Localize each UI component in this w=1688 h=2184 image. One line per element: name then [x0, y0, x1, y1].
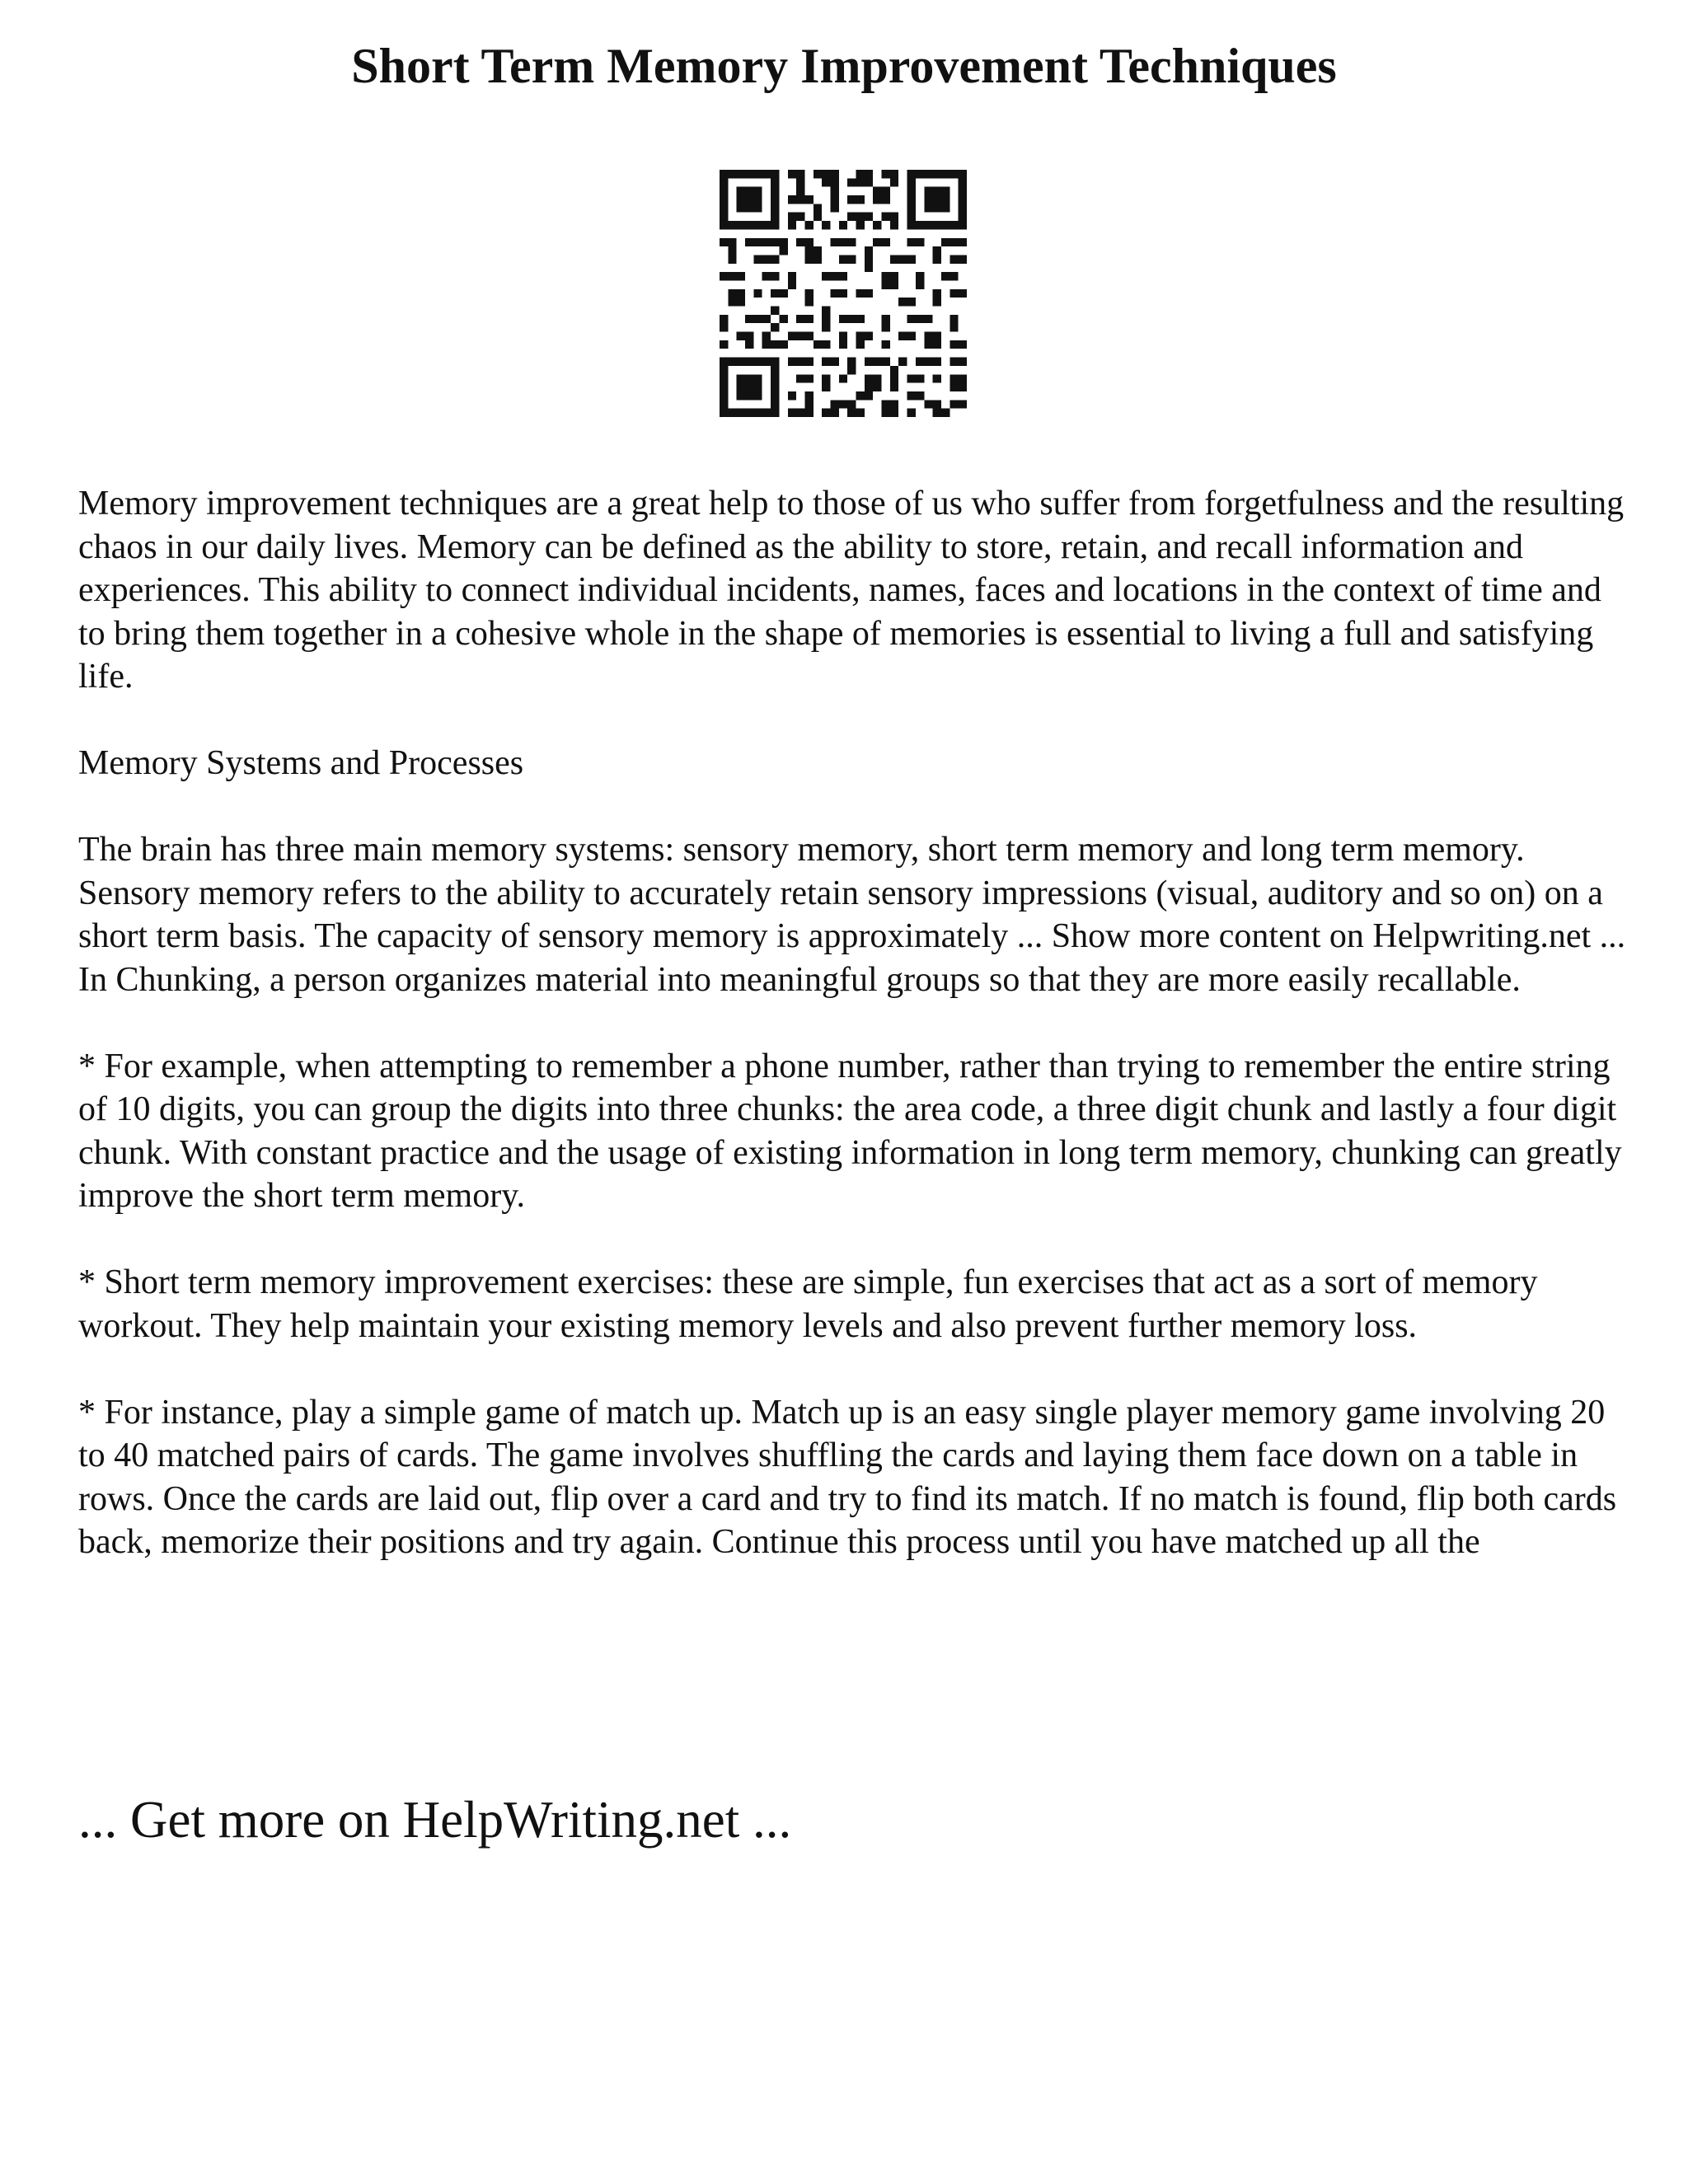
page-title: Short Term Memory Improvement Techniques	[351, 39, 1337, 93]
bullet-exercises: * Short term memory improvement exercises: these are simple, fun exercises that act as a sort of memory workout. They help maintain your existing memory levels and also prevent further memory loss.	[78, 1263, 1538, 1345]
qr-code-icon	[720, 170, 967, 417]
paragraph-chunking: In Chunking, a person organizes material into meaningful groups so that they are more easily recallable.	[78, 960, 1521, 999]
paragraph-intro: Memory improvement techniques are a great help to those of us who suffer from forgetfulness and the resulting chaos in our daily lives. Memory can be defined as the ability to store, retain, and recall information and experiences. This ability to connect individual incidents, names, faces and locations in the context of time and to bring them together in a cohesive whole in the shape of memories is essential to living a full and satisfying life.	[78, 485, 1625, 696]
bullet-example: * For example, when attempting to remember a phone number, rather than trying to remember the entire string of 10 digits, you can group the digits into three chunks: the area code, a three digit chunk and lastly a four digit chunk. With constant practice and the usage of existing information in long term memory, chunking can greatly improve the short term memory.	[78, 1047, 1622, 1215]
bullet-match-up: * For instance, play a simple game of match up. Match up is an easy single player memory game involving 20 to 40 matched pairs of cards. The game involves shuffling the cards and laying them face down on a table in rows. Once the cards are laid out, flip over a card and try to find its match. If no match is found, flip both cards back, memorize their positions and try again. Continue this process until you have matched up all the	[78, 1393, 1617, 1561]
article-body	[78, 482, 1628, 1564]
section-heading: Memory Systems and Processes	[78, 744, 524, 782]
get-more-link[interactable]: ... Get more on HelpWriting.net ...	[78, 1791, 792, 1849]
paragraph-memory-systems: The brain has three main memory systems: sensory memory, short term memory and long term memory. Sensory memory refers to the ability to accurately retain sensory impressions (visual, auditory and so on) on a short term basis. The capacity of sensory memory is approximately ... Show more content on Helpwriting.net ...	[78, 831, 1626, 955]
